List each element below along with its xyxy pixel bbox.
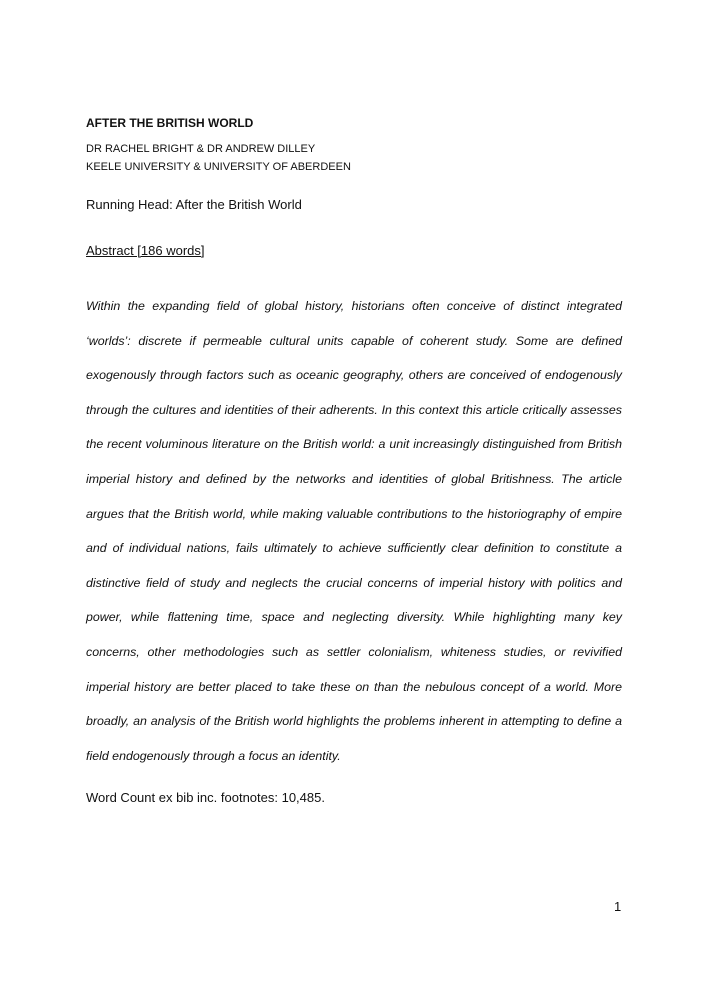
abstract-heading: Abstract [186 words] bbox=[86, 243, 205, 258]
affiliation-line: KEELE UNIVERSITY & UNIVERSITY OF ABERDEEN bbox=[86, 161, 351, 173]
running-head: Running Head: After the British World bbox=[86, 197, 302, 212]
document-title: AFTER THE BRITISH WORLD bbox=[86, 116, 254, 130]
abstract-body: Within the expanding field of global history, historians often conceive of distinct integrated ‘worlds’: discrete if permeable cultural units capable of coherent study. Some are defined exogenously through factors such as oceanic geography, others are conceived of endogenously through the cultures and identities of their adherents. In this context this article critically assesses the recent voluminous literature on the British world: a unit increasingly distinguished from British imperial history and defined by the networks and identities of global Britishness. The article argues that the British world, while making valuable contributions to the historiography of empire and of individual nations, fails ultimately to achieve sufficiently clear definition to constitute a distinctive field of study and neglects the crucial concerns of imperial history with politics and power, while flattening time, space and neglecting diversity. While highlighting many key concerns, other methodologies such as settler colonialism, whiteness studies, or revivified imperial history are better placed to take these on than the nebulous concept of a world. More broadly, an analysis of the British world highlights the problems inherent in attempting to define a field endogenously through a focus an identity. bbox=[86, 299, 622, 763]
authors-line: DR RACHEL BRIGHT & DR ANDREW DILLEY bbox=[86, 143, 316, 155]
word-count: Word Count ex bib inc. footnotes: 10,485. bbox=[86, 790, 325, 805]
page-number: 1 bbox=[614, 899, 622, 914]
